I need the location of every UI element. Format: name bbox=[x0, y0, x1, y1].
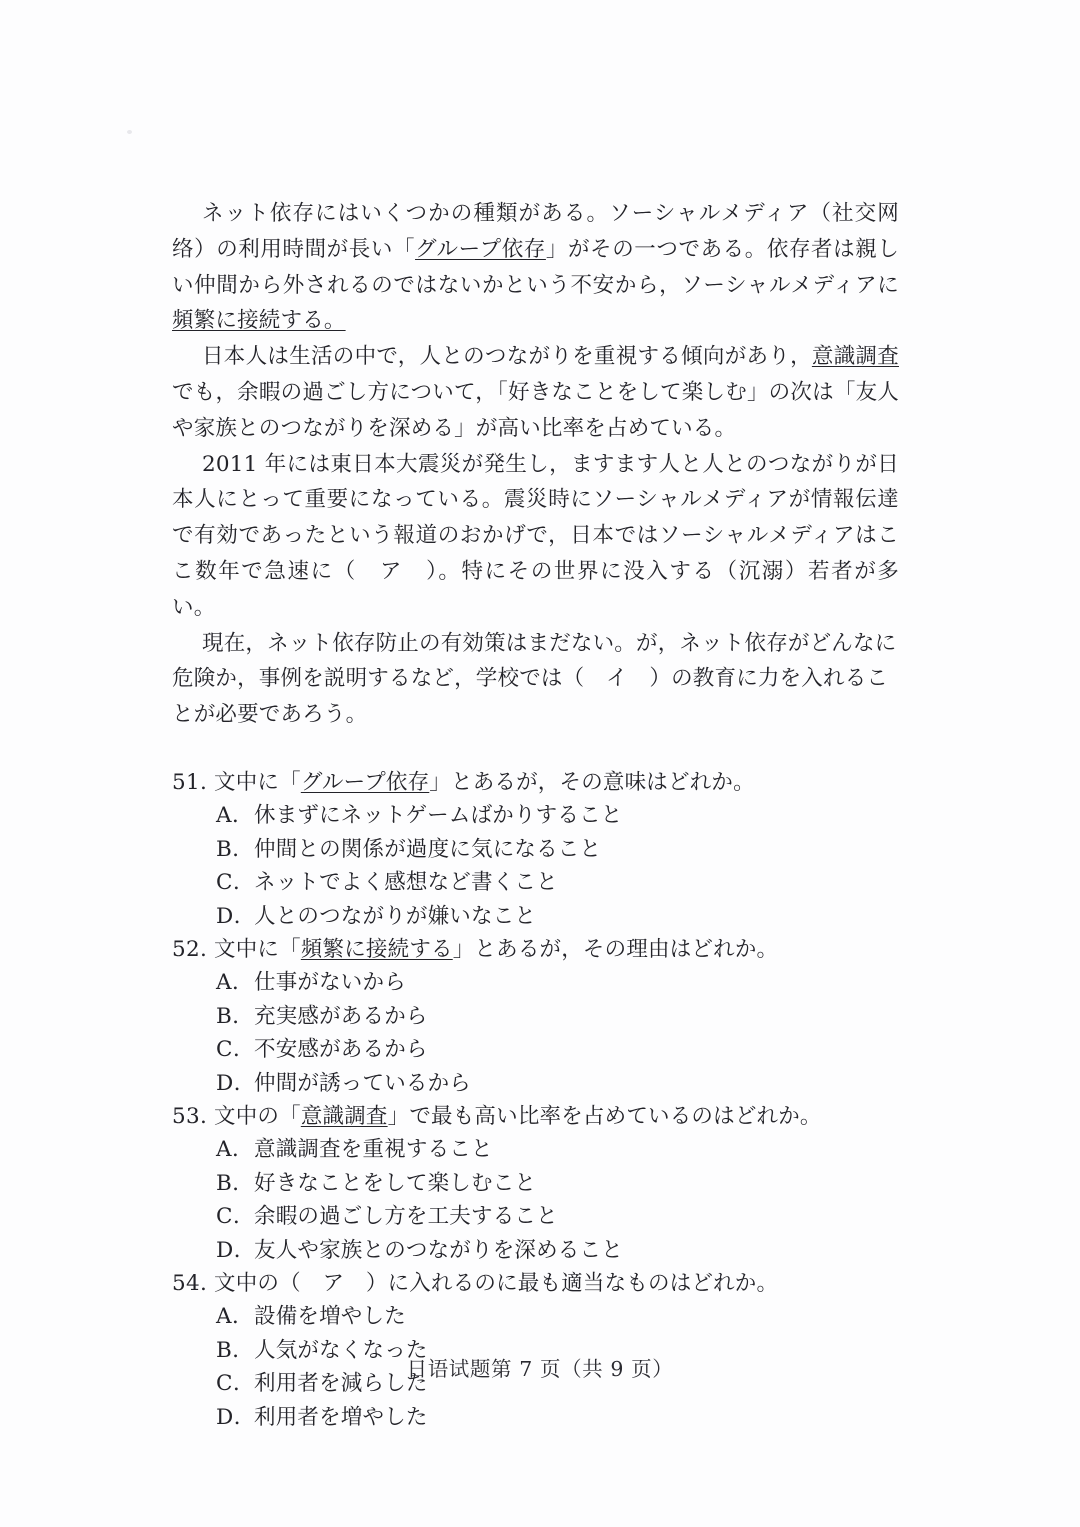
option-key: C． bbox=[216, 1371, 255, 1397]
page-footer: 日语试题第 7 页（共 9 页） bbox=[406, 1357, 674, 1381]
question-number: 53. bbox=[172, 1104, 208, 1130]
answer-option[interactable] bbox=[172, 1033, 899, 1066]
question-block bbox=[172, 1267, 899, 1434]
option-key: B． bbox=[216, 836, 255, 862]
passage-paragraph bbox=[172, 626, 899, 733]
answer-option[interactable] bbox=[172, 1000, 899, 1033]
option-text: 利用者を減らした bbox=[254, 1371, 428, 1397]
passage-underlined-phrase: 頻繁に接続する。 bbox=[172, 308, 346, 334]
answer-option[interactable] bbox=[172, 866, 899, 899]
option-key: D． bbox=[216, 1237, 256, 1263]
option-key: D． bbox=[216, 1070, 256, 1096]
question-block bbox=[172, 1100, 899, 1267]
question-text: 」で最も高い比率を占めているのはどれか。 bbox=[387, 1104, 822, 1130]
passage-paragraph bbox=[172, 196, 899, 339]
question-text: 文中の「 bbox=[214, 1104, 301, 1130]
option-key: B． bbox=[216, 1170, 255, 1196]
passage-underlined-phrase: 意識調査 bbox=[811, 344, 899, 370]
option-text: 友人や家族とのつながりを深めること bbox=[254, 1237, 623, 1263]
option-text: 休まずにネットゲームばかりすること bbox=[254, 803, 623, 829]
option-key: A． bbox=[216, 970, 255, 996]
option-key: C． bbox=[216, 1204, 255, 1230]
option-text: 余暇の過ごし方を工夫すること bbox=[254, 1204, 558, 1230]
option-text: 仕事がないから bbox=[254, 970, 406, 996]
answer-option[interactable] bbox=[172, 1401, 899, 1434]
option-text: 意識調査を重視すること bbox=[254, 1137, 493, 1163]
answer-option[interactable] bbox=[172, 1133, 899, 1166]
option-text: 人とのつながりが嫌いなこと bbox=[254, 903, 537, 929]
passage-text: 日本人は生活の中で，人とのつながりを重視する傾向があり， bbox=[202, 344, 812, 370]
question-stem-text bbox=[214, 766, 899, 799]
answer-option[interactable] bbox=[172, 1234, 899, 1267]
option-text: 設備を増やした bbox=[254, 1304, 406, 1330]
option-key: A． bbox=[216, 1137, 255, 1163]
answer-option[interactable] bbox=[172, 1067, 899, 1100]
option-text: 人気がなくなった bbox=[254, 1337, 428, 1363]
option-key: B． bbox=[216, 1003, 255, 1029]
answer-option[interactable] bbox=[172, 900, 899, 933]
question-block bbox=[172, 933, 899, 1100]
question-text: 」とあるが，その意味はどれか。 bbox=[429, 769, 755, 795]
option-text: ネットでよく感想など書くこと bbox=[254, 870, 558, 896]
option-key: A． bbox=[216, 1304, 255, 1330]
question-stem bbox=[172, 933, 899, 966]
option-key: C． bbox=[216, 1037, 255, 1063]
question-stem-text bbox=[214, 933, 899, 966]
option-text: 仲間が誘っているから bbox=[254, 1070, 472, 1096]
question-text: 文中に「 bbox=[214, 769, 301, 795]
question-stem bbox=[172, 1267, 899, 1300]
answer-option[interactable] bbox=[172, 1300, 899, 1333]
question-text: 文中の（ ア ）に入れるのに最も適当なものはどれか。 bbox=[214, 1271, 779, 1297]
passage-text: 2011 年には東日本大震災が発生し，ますます人と人とのつながりが日本人にとって重要になっている。震災時にソーシャルメディアが情報伝達で有効であったという報道のおかげで，日本ではソーシャルメディアはここ数年で急速に（ ア ）。特にその世界に没入する（沉溺）若者が多い。 bbox=[172, 451, 899, 620]
option-key: D． bbox=[216, 1404, 256, 1430]
passage-text: でも，余暇の過ごし方について，「好きなことをして楽しむ」の次は「友人や家族とのつながりを深める」が高い比率を占めている。 bbox=[172, 379, 899, 441]
answer-option[interactable] bbox=[172, 1167, 899, 1200]
option-key: C． bbox=[216, 870, 255, 896]
passage-underlined-phrase: グループ依存 bbox=[415, 236, 546, 262]
page-content bbox=[172, 196, 899, 1434]
option-key: B． bbox=[216, 1337, 255, 1363]
option-text: 不安感があるから bbox=[254, 1037, 428, 1063]
question-underlined-phrase: 頻繁に接続する bbox=[300, 936, 453, 962]
question-stem bbox=[172, 1100, 899, 1133]
answer-option[interactable] bbox=[172, 833, 899, 866]
question-stem-text bbox=[214, 1267, 899, 1300]
question-text: 文中に「 bbox=[214, 936, 301, 962]
question-block bbox=[172, 766, 899, 933]
passage-paragraph bbox=[172, 447, 899, 626]
question-number: 52. bbox=[172, 936, 208, 962]
option-text: 好きなことをして楽しむこと bbox=[254, 1170, 537, 1196]
answer-option[interactable] bbox=[172, 799, 899, 832]
scan-speck bbox=[127, 130, 132, 134]
question-underlined-phrase: 意識調査 bbox=[300, 1104, 388, 1130]
question-number: 51. bbox=[172, 769, 208, 795]
passage-paragraph bbox=[172, 339, 899, 446]
option-text: 充実感があるから bbox=[254, 1003, 428, 1029]
question-text: 」とあるが，その理由はどれか。 bbox=[452, 936, 779, 962]
reading-passage bbox=[172, 196, 899, 733]
passage-text: 現在，ネット依存防止の有効策はまだない。が，ネット依存がどんなに危険か，事例を説明するなど，学校では（ イ ）の教育に力を入れることが必要であろう。 bbox=[172, 630, 897, 728]
question-list bbox=[172, 766, 899, 1434]
question-underlined-phrase: グループ依存 bbox=[300, 769, 430, 795]
answer-option[interactable] bbox=[172, 1200, 899, 1233]
question-number: 54. bbox=[172, 1271, 208, 1297]
option-text: 仲間との関係が過度に気になること bbox=[254, 836, 602, 862]
passage-text: 」がその一つである。依存者は親しい仲間から外されるのではないかという不安から，ソーシャルメディアに bbox=[172, 236, 900, 298]
option-key: A． bbox=[216, 803, 255, 829]
question-stem bbox=[172, 766, 899, 799]
passage-text: ネット依存にはいくつかの種類がある。ソーシャルメディア（社交网络）の利用時間が長い「 bbox=[172, 201, 899, 262]
answer-option[interactable] bbox=[172, 966, 899, 999]
option-key: D． bbox=[216, 903, 256, 929]
option-text: 利用者を増やした bbox=[254, 1404, 428, 1430]
question-stem-text bbox=[214, 1100, 899, 1133]
